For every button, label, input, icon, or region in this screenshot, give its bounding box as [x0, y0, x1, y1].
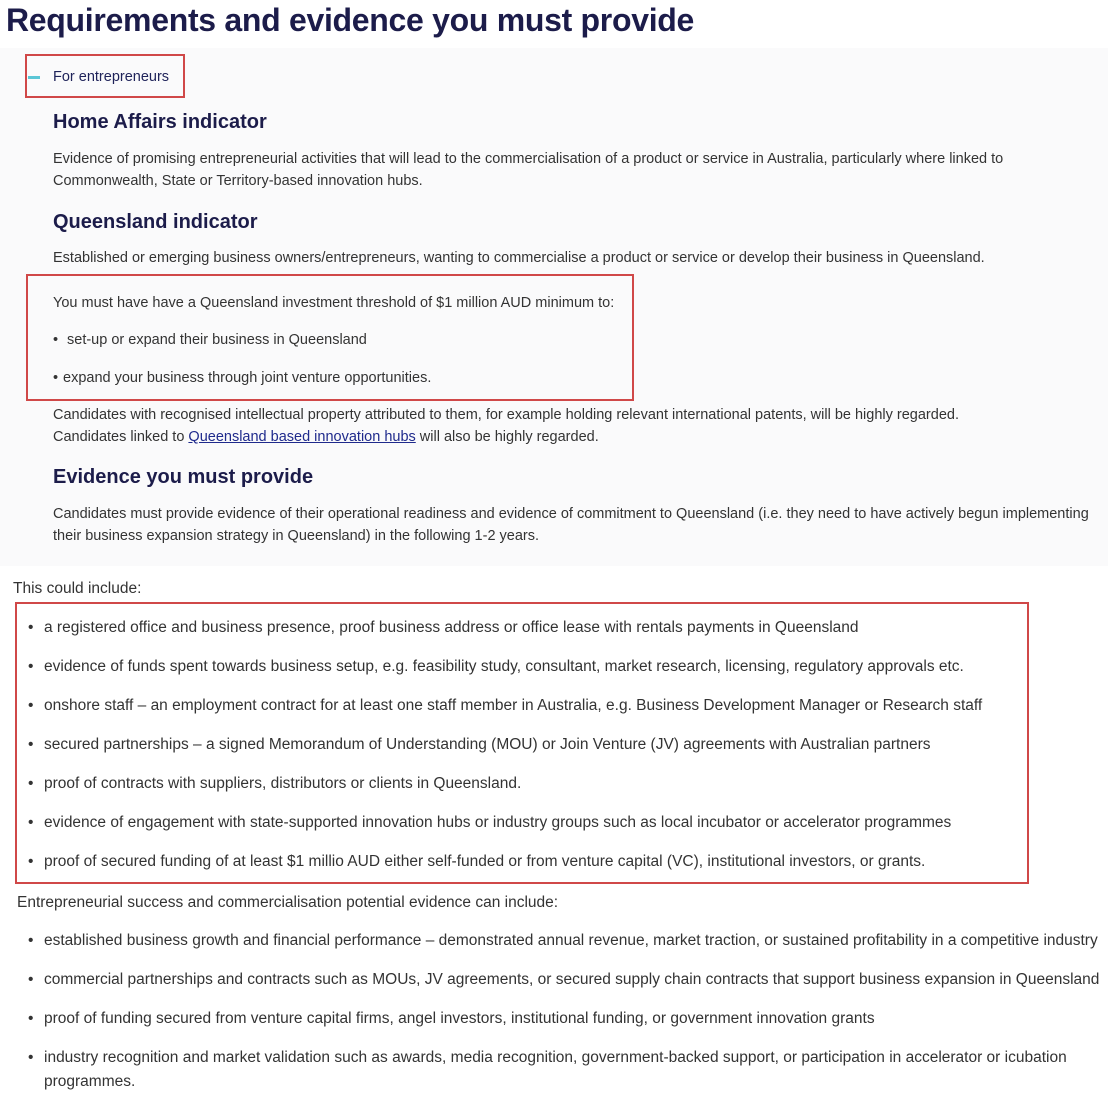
- list-item-text: evidence of engagement with state-supported innovation hubs or industry groups such as local incubator or accelerator programmes: [44, 814, 952, 831]
- queensland-text-line1: Established or emerging business owners/entrepreneurs, wanting to commercialise a product or service or develop their business in Queensland.: [53, 250, 985, 266]
- list-item-text: evidence of funds spent towards business setup, e.g. feasibility study, consultant, market research, licensing, regulatory approvals etc.: [44, 658, 964, 675]
- list-item: [28, 772, 982, 811]
- list-item: [28, 929, 1099, 968]
- bullet-icon: •: [28, 1049, 34, 1066]
- could-include-list: [28, 616, 982, 889]
- list-item-text: onshore staff – an employment contract for at least one staff member in Australia, e.g. Business Development Manager or Research staff: [44, 697, 983, 714]
- hubs-prefix: Candidates linked to: [53, 429, 189, 445]
- bullet-icon: •: [53, 332, 59, 348]
- list-item-text: proof of contracts with suppliers, distributors or clients in Queensland.: [44, 775, 522, 792]
- bullet-icon: •: [28, 971, 34, 988]
- bullet-icon: •: [28, 1010, 34, 1027]
- highlight-box-tab: [25, 54, 185, 98]
- list-item: [28, 616, 982, 655]
- threshold-bullet-1-text: set-up or expand their business in Queensland: [67, 332, 367, 348]
- home-affairs-text-line2: Commonwealth, State or Territory-based innovation hubs.: [53, 173, 423, 189]
- bullet-icon: •: [28, 697, 34, 714]
- evidence-heading: Evidence you must provide: [53, 466, 314, 488]
- threshold-bullet-2: [53, 367, 431, 389]
- threshold-text: You must have have a Queensland investment threshold of $1 million AUD minimum to:: [53, 295, 615, 311]
- list-item: [28, 811, 982, 850]
- hubs-text: [53, 426, 599, 448]
- threshold-bullet-1: [53, 329, 367, 351]
- bullet-icon: •: [28, 853, 34, 870]
- could-include-label: This could include:: [13, 580, 142, 597]
- bullet-icon: •: [28, 932, 34, 949]
- bullet-icon: •: [28, 775, 34, 792]
- list-item-text: a registered office and business presence, proof business address or office lease with rentals payments in Queensland: [44, 619, 859, 636]
- bullet-icon: •: [28, 736, 34, 753]
- list-item: [28, 733, 982, 772]
- evidence-text-line1: Candidates must provide evidence of their operational readiness and evidence of commitment to Queensland (i.e. they need to have actively begun implementing: [53, 506, 1089, 522]
- list-item-text: proof of funding secured from venture capital firms, angel investors, institutional funding, or government innovation grants: [44, 1010, 875, 1027]
- home-affairs-text-line1: Evidence of promising entrepreneurial activities that will lead to the commercialisation of a product or service in Australia, particularly where linked to: [53, 151, 1004, 167]
- ip-text: Candidates with recognised intellectual property attributed to them, for example holding relevant international patents, will be highly regarded.: [53, 407, 959, 423]
- list-item-text: established business growth and financial performance – demonstrated annual revenue, market traction, or sustained profitability in a competitive industry: [44, 932, 1098, 949]
- tab-for-entrepreneurs[interactable]: For entrepreneurs: [53, 69, 170, 85]
- list-item: [28, 850, 982, 889]
- queensland-heading: Queensland indicator: [53, 211, 258, 233]
- home-affairs-heading: Home Affairs indicator: [53, 111, 267, 133]
- bullet-icon: •: [28, 619, 34, 636]
- list-item-text: industry recognition and market validation such as awards, media recognition, government-backed support, or participation in accelerator or icubation: [44, 1049, 1067, 1066]
- page-title: Requirements and evidence you must provide: [6, 2, 695, 38]
- list-item: [28, 968, 1099, 1007]
- bullet-icon: •: [28, 814, 34, 831]
- bullet-icon: •: [53, 370, 59, 386]
- list-item: [28, 655, 982, 694]
- list-item-text: commercial partnerships and contracts such as MOUs, JV agreements, or secured supply chain contracts that support business expansion in Queensland: [44, 971, 1100, 988]
- list-item: [28, 694, 982, 733]
- hubs-suffix: will also be highly regarded.: [415, 429, 599, 445]
- list-item-text-continued: programmes.: [44, 1073, 136, 1090]
- list-item: [28, 1046, 1099, 1094]
- evidence-text-line2: their business expansion strategy in Queensland) in the following 1-2 years.: [53, 528, 540, 544]
- success-list: [28, 929, 1099, 1094]
- list-item-text: proof of secured funding of at least $1 millio AUD either self-funded or from venture capital (VC), institutional investors, or grants.: [44, 853, 926, 870]
- queensland-innovation-hubs-link[interactable]: Queensland based innovation hubs: [188, 429, 416, 445]
- threshold-bullet-2-text: expand your business through joint venture opportunities.: [63, 370, 432, 386]
- success-label: Entrepreneurial success and commercialisation potential evidence can include:: [17, 894, 559, 911]
- bullet-icon: •: [28, 658, 34, 675]
- list-item-text: secured partnerships – a signed Memorandum of Understanding (MOU) or Join Venture (JV) agreements with Australian partners: [44, 736, 931, 753]
- list-item: [28, 1007, 1099, 1046]
